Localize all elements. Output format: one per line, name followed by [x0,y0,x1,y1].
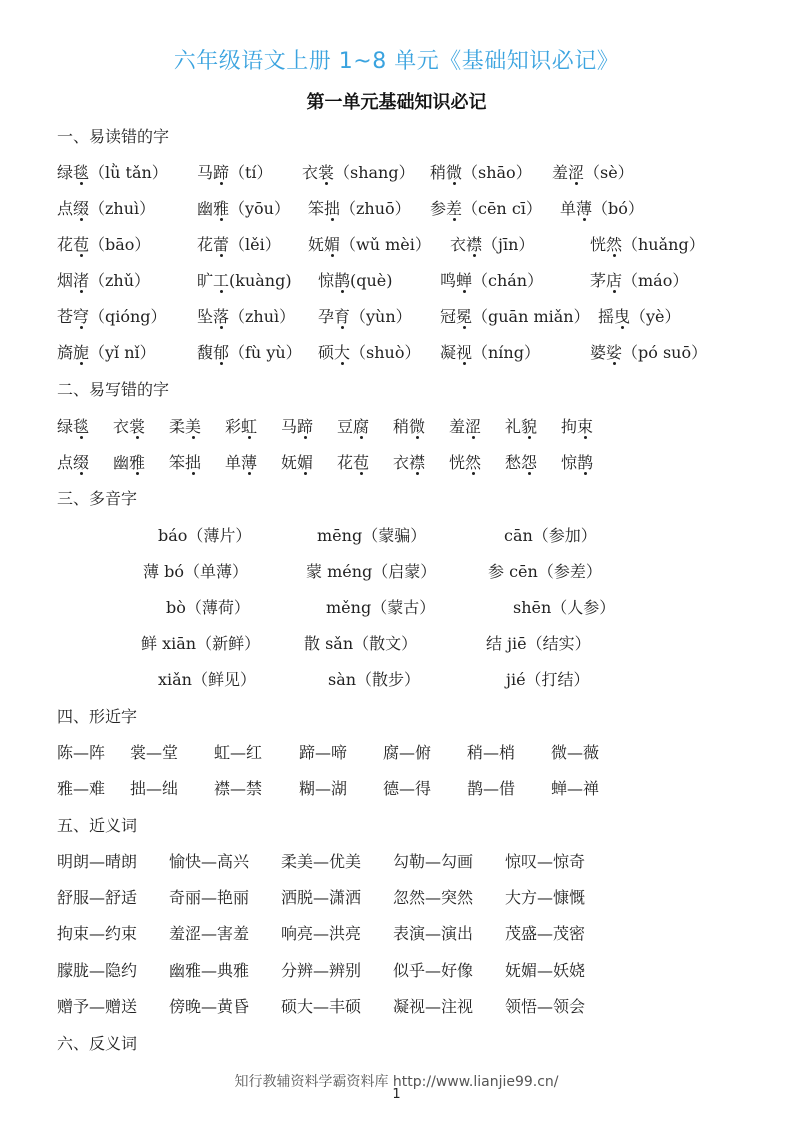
section-heading-polyphones: 三、多音字 [57,489,138,508]
synonym-pair-item: 惊叹—惊奇 [505,852,586,871]
emphasis-dot [360,436,363,439]
emphasis-dot [80,362,83,365]
emphasis-dot [136,472,139,475]
miswritten-word-item: 拘束 [561,417,594,436]
misread-word-item: 婆娑（pó suō） [590,343,708,362]
polyphone-entry-item: 薄 bó（单薄） [143,562,248,581]
synonym-pair-item: 愉快—高兴 [169,852,250,871]
miswritten-word-item: 绿毯 [57,417,90,436]
emphasis-dot [463,290,466,293]
emphasis-dot [304,436,307,439]
synonym-pair-item: 似乎—好像 [393,961,474,980]
polyphone-entry-item: shēn（人参） [513,598,616,617]
synonym-pair-item: 幽雅—典雅 [169,961,250,980]
miswritten-word-item: 愁怨 [505,453,538,472]
similar-char-pair-item: 腐—俯 [383,743,432,762]
similar-char-pair-item: 雅—难 [57,779,106,798]
misread-word-item: 衣裳（shang） [302,163,415,182]
footer-watermark: 知行教辅资料学霸资料库 http://www.lianjie99.cn/ [234,1074,559,1090]
misread-word-item: 点缀（zhuì） [57,199,156,218]
misread-word-item: 恍然（huǎng） [590,235,705,254]
synonym-pair-item: 拘束—约束 [57,924,138,943]
polyphone-entry-item: mēng（蒙骗） [317,526,427,545]
synonym-pair-item: 茂盛—茂密 [505,924,586,943]
misread-word-item: 绿毯（lǜ tǎn） [57,163,168,182]
emphasis-dot [220,362,223,365]
synonym-pair-row [0,921,793,947]
document-title: 六年级语文上册 1~8 单元《基础知识必记》 [173,49,620,74]
misread-word-item: 坠落（zhuì） [197,307,296,326]
emphasis-dot [192,436,195,439]
similar-char-pair-row [0,776,793,802]
emphasis-dot [325,182,328,185]
emphasis-dot [341,290,344,293]
similar-char-pair-item: 陈—阵 [57,743,106,762]
section-heading-similar-chars: 四、形近字 [57,707,138,726]
emphasis-dot [80,326,83,329]
misread-word-item: 摇曳（yè） [598,307,681,326]
similar-char-pair-item: 蹄—啼 [299,743,348,762]
misread-word-row [0,160,793,186]
similar-char-pair-item: 稍—梢 [467,743,516,762]
synonym-pair-item: 舒服—舒适 [57,888,138,907]
emphasis-dot [341,362,344,365]
polyphone-entry-item: sàn（散步） [328,670,421,689]
misread-word-row [0,196,793,222]
synonym-pair-row [0,994,793,1020]
polyphone-entry-item: 散 sǎn（散文） [304,634,418,653]
misread-word-item: 妩媚（wǔ mèi） [308,235,431,254]
synonym-pair-item: 妩媚—妖娆 [505,961,586,980]
emphasis-dot [80,472,83,475]
polyphone-entry-row [0,523,793,549]
misread-word-item: 稍微（shāo） [430,163,532,182]
emphasis-dot [80,254,83,257]
polyphone-entry-item: cān（参加） [504,526,597,545]
emphasis-dot [220,218,223,221]
section-heading-miswritten: 二、易写错的字 [57,380,170,399]
similar-char-pair-item: 鹊—借 [467,779,516,798]
similar-char-pair-item: 糊—湖 [299,779,348,798]
polyphone-entry-item: jié（打结） [506,670,590,689]
emphasis-dot [575,182,578,185]
polyphone-entry-row [0,667,793,693]
miswritten-word-item: 惊鹊 [561,453,594,472]
emphasis-dot [472,472,475,475]
emphasis-dot [331,218,334,221]
emphasis-dot [463,362,466,365]
emphasis-dot [360,472,363,475]
synonym-pair-item: 赠予—赠送 [57,997,138,1016]
miswritten-word-item: 妩媚 [281,453,314,472]
misread-word-item: 苍穹（qióng） [57,307,167,326]
synonym-pair-item: 奇丽—艳丽 [169,888,250,907]
miswritten-word-item: 彩虹 [225,417,258,436]
misread-word-item: 花蕾（lěi） [197,235,281,254]
emphasis-dot [220,326,223,329]
miswritten-word-item: 柔美 [169,417,202,436]
unit-title: 第一单元基础知识必记 [306,92,487,113]
miswritten-word-row [0,450,793,476]
misread-word-item: 冠冕（guān miǎn） [440,307,590,326]
similar-char-pair-row [0,740,793,766]
misread-word-item: 笨拙（zhuō） [308,199,411,218]
miswritten-word-row [0,414,793,440]
emphasis-dot [453,218,456,221]
emphasis-dot [613,254,616,257]
polyphone-entry-item: 蒙 méng（启蒙） [306,562,437,581]
synonym-pair-row [0,849,793,875]
emphasis-dot [473,254,476,257]
synonym-pair-item: 大方—慷慨 [505,888,586,907]
misread-word-item: 凝视（níng） [440,343,540,362]
similar-char-pair-item: 襟—禁 [214,779,263,798]
miswritten-word-item: 花苞 [337,453,370,472]
misread-word-item: 馥郁（fù yù） [197,343,302,362]
misread-word-row [0,340,793,366]
misread-word-item: 旷工(kuàng) [197,271,292,290]
misread-word-item: 参差（cēn cī） [430,199,542,218]
similar-char-pair-item: 裳—堂 [130,743,179,762]
miswritten-word-item: 豆腐 [337,417,370,436]
miswritten-word-item: 礼貌 [505,417,538,436]
synonym-pair-item: 忽然—突然 [393,888,474,907]
emphasis-dot [453,182,456,185]
miswritten-word-item: 衣襟 [393,453,426,472]
similar-char-pair-item: 蝉—禅 [551,779,600,798]
synonym-pair-item: 凝视—注视 [393,997,474,1016]
similar-char-pair-item: 微—薇 [551,743,600,762]
emphasis-dot [472,436,475,439]
emphasis-dot [341,326,344,329]
similar-char-pair-item: 虹—红 [214,743,263,762]
emphasis-dot [80,182,83,185]
emphasis-dot [463,326,466,329]
miswritten-word-item: 点缀 [57,453,90,472]
similar-char-pair-item: 拙—绌 [130,779,179,798]
misread-word-item: 硕大（shuò） [318,343,421,362]
synonym-pair-item: 响亮—洪亮 [281,924,362,943]
misread-word-item: 花苞（bāo） [57,235,151,254]
synonym-pair-item: 勾勒—勾画 [393,852,474,871]
polyphone-entry-row [0,631,793,657]
misread-word-item: 旖旎（yǐ nǐ） [57,343,156,362]
page-number: 1 [392,1087,401,1102]
misread-word-item: 茅店（máo） [590,271,689,290]
emphasis-dot [248,472,251,475]
polyphone-entry-item: bò（薄荷） [166,598,250,617]
misread-word-row [0,232,793,258]
synonym-pair-item: 领悟—领会 [505,997,586,1016]
misread-word-item: 孕育（yùn） [318,307,412,326]
misread-word-row [0,268,793,294]
miswritten-word-item: 幽雅 [113,453,146,472]
synonym-pair-item: 表演—演出 [393,924,474,943]
polyphone-entry-item: 鲜 xiān（新鲜） [141,634,261,653]
misread-word-item: 衣襟（jīn） [450,235,535,254]
misread-word-item: 单薄（bó） [560,199,644,218]
emphasis-dot [621,326,624,329]
polyphone-entry-item: báo（薄片） [158,526,252,545]
miswritten-word-item: 恍然 [449,453,482,472]
polyphone-entry-row [0,595,793,621]
misread-word-row [0,304,793,330]
miswritten-word-item: 马蹄 [281,417,314,436]
emphasis-dot [528,436,531,439]
similar-char-pair-item: 德—得 [383,779,432,798]
polyphone-entry-item: 参 cēn（参差） [488,562,602,581]
synonym-pair-item: 傍晚—黄昏 [169,997,250,1016]
emphasis-dot [220,290,223,293]
emphasis-dot [416,436,419,439]
misread-word-item: 羞涩（sè） [552,163,634,182]
emphasis-dot [80,436,83,439]
emphasis-dot [528,472,531,475]
emphasis-dot [136,436,139,439]
emphasis-dot [220,182,223,185]
emphasis-dot [613,290,616,293]
polyphone-entry-item: měng（蒙古） [326,598,436,617]
miswritten-word-item: 稍微 [393,417,426,436]
synonym-pair-item: 洒脱—潇洒 [281,888,362,907]
section-heading-synonyms: 五、近义词 [57,816,138,835]
emphasis-dot [416,472,419,475]
misread-word-item: 马蹄（tí） [197,163,273,182]
misread-word-item: 惊鹊(què) [318,271,393,290]
synonym-pair-item: 明朗—晴朗 [57,852,138,871]
miswritten-word-item: 单薄 [225,453,258,472]
synonym-pair-row [0,958,793,984]
miswritten-word-item: 衣裳 [113,417,146,436]
miswritten-word-item: 笨拙 [169,453,202,472]
synonym-pair-item: 羞涩—害羞 [169,924,250,943]
misread-word-item: 烟渚（zhǔ） [57,271,151,290]
emphasis-dot [80,218,83,221]
miswritten-word-item: 羞涩 [449,417,482,436]
emphasis-dot [583,218,586,221]
synonym-pair-row [0,885,793,911]
section-heading-misread: 一、易读错的字 [57,127,170,146]
synonym-pair-item: 硕大—丰硕 [281,997,362,1016]
emphasis-dot [613,362,616,365]
misread-word-item: 鸣蝉（chán） [440,271,544,290]
misread-word-item: 幽雅（yōu） [197,199,290,218]
polyphone-entry-row [0,559,793,585]
emphasis-dot [304,472,307,475]
synonym-pair-item: 分辨—辨别 [281,961,362,980]
emphasis-dot [331,254,334,257]
emphasis-dot [80,290,83,293]
emphasis-dot [584,436,587,439]
emphasis-dot [220,254,223,257]
polyphone-entry-item: xiǎn（鲜见） [158,670,256,689]
section-heading-antonyms: 六、反义词 [57,1034,138,1053]
emphasis-dot [248,436,251,439]
polyphone-entry-item: 结 jiē（结实） [486,634,591,653]
emphasis-dot [192,472,195,475]
synonym-pair-item: 朦胧—隐约 [57,961,138,980]
synonym-pair-item: 柔美—优美 [281,852,362,871]
emphasis-dot [584,472,587,475]
